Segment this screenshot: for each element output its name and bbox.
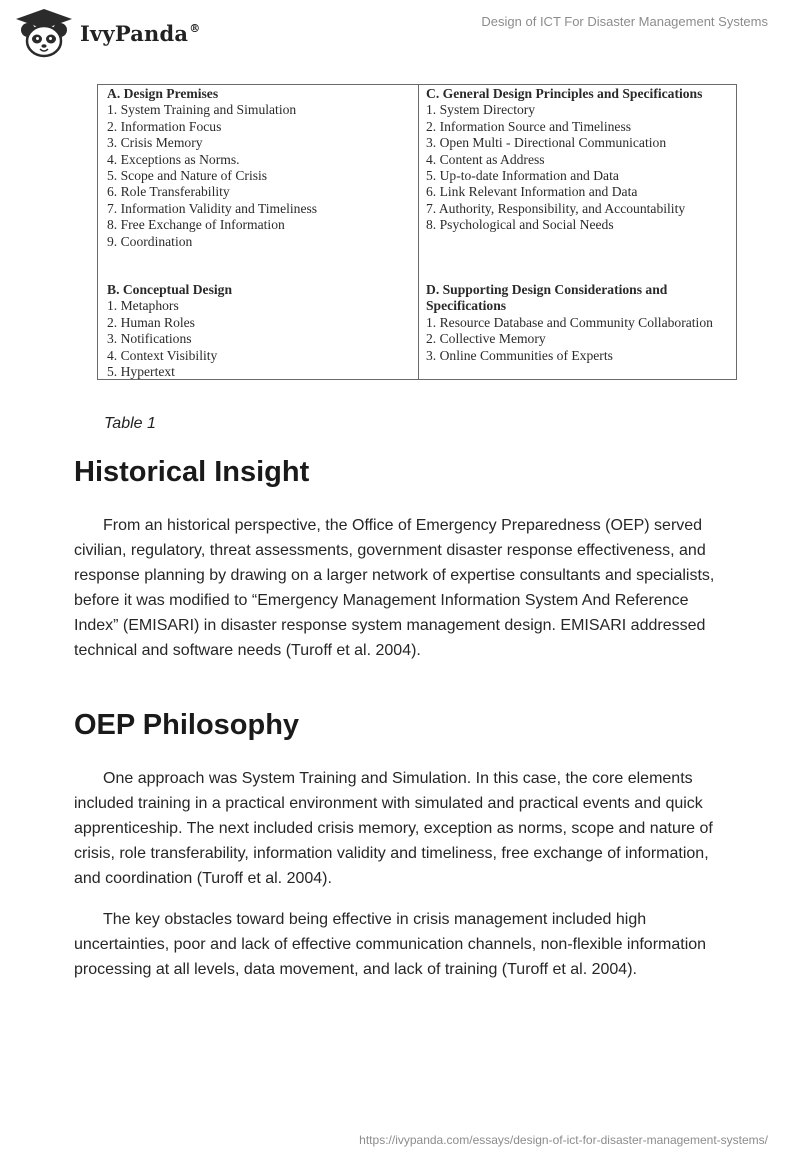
document-title: Design of ICT For Disaster Management Systems	[481, 14, 768, 29]
list-item: 3. Notifications	[107, 331, 192, 347]
paragraph: From an historical perspective, the Office of Emergency Preparedness (OEP) served civilian, regulatory, threat assessments, government disaster response effectiveness, and response planning by drawing on a larger network of expertise consultants and specialists, before it was modified to “Emergency Management Information System And Reference Index” (EMISARI) in disaster response system management design. EMISARI addressed technical and software needs (Turoff et al. 2004).	[74, 517, 715, 659]
cell-heading: B. Conceptual Design	[107, 282, 232, 297]
list-item: 7. Authority, Responsibility, and Accountability	[426, 200, 686, 216]
list-item: 3. Online Communities of Experts	[426, 347, 613, 363]
table-cell-general-design-principles	[426, 86, 734, 234]
cell-heading: A. Design Premises	[107, 86, 219, 101]
list-item: 5. Up-to-date Information and Data	[426, 168, 619, 184]
list-item: 6. Role Transferability	[107, 184, 230, 200]
list-item: 9. Coordination	[107, 233, 193, 249]
ivypanda-logo[interactable]	[14, 8, 200, 58]
table-cell-design-premises	[107, 86, 412, 250]
list-item: 8. Free Exchange of Information	[107, 217, 285, 233]
brand-name: IvyPanda®	[80, 20, 201, 46]
list-item: 5. Scope and Nature of Crisis	[107, 168, 268, 184]
list-item: 8. Psychological and Social Needs	[426, 217, 614, 233]
list-item: 2. Information Source and Timeliness	[426, 118, 632, 134]
list-item: 6. Link Relevant Information and Data	[426, 184, 638, 200]
section-heading: OEP Philosophy	[74, 709, 300, 741]
list-item: 4. Exceptions as Norms.	[107, 151, 240, 167]
list-item: 1. System Training and Simulation	[107, 102, 297, 118]
list-item: 5. Hypertext	[107, 364, 175, 380]
list-item: 1. Resource Database and Community Collaboration	[426, 314, 713, 330]
table-1-figure	[97, 84, 737, 380]
table-caption: Table 1	[104, 415, 156, 432]
cell-heading: C. General Design Principles and Specifications	[426, 86, 703, 101]
list-item: 2. Information Focus	[107, 118, 222, 134]
panda-graduate-icon	[14, 8, 74, 58]
list-item: 1. Metaphors	[107, 298, 179, 314]
list-item: 3. Crisis Memory	[107, 135, 203, 151]
list-item: 4. Context Visibility	[107, 347, 218, 363]
list-item: 4. Content as Address	[426, 151, 545, 167]
list-item: 2. Collective Memory	[426, 331, 546, 347]
list-item: 3. Open Multi - Directional Communication	[426, 135, 667, 151]
table-cell-conceptual-design	[107, 282, 412, 380]
list-item: 7. Information Validity and Timeliness	[107, 200, 318, 216]
section-heading: Historical Insight	[74, 456, 310, 488]
table-divider	[418, 85, 419, 379]
paragraph: One approach was System Training and Simulation. In this case, the core elements included training in a practical environment with simulated and practical events and quick apprenticeship. The next included crisis memory, exception as norms, scope and nature of crisis, role transferability, information validity and timeliness, free exchange of information, and coordination (Turoff et al. 2004).	[74, 770, 713, 887]
list-item: 2. Human Roles	[107, 314, 195, 330]
table-cell-supporting-design	[426, 282, 734, 364]
page-header	[0, 0, 800, 64]
paragraph: The key obstacles toward being effective in crisis management included high uncertainties, poor and lack of effective communication channels, non-flexible information processing at all levels, data movement, and lack of training (Turoff et al. 2004).	[74, 911, 707, 978]
list-item: 1. System Directory	[426, 102, 536, 118]
cell-heading: D. Supporting Design Considerations and Specifications	[426, 282, 668, 314]
source-url[interactable]: https://ivypanda.com/essays/design-of-ict-for-disaster-management-systems/	[359, 1133, 768, 1147]
